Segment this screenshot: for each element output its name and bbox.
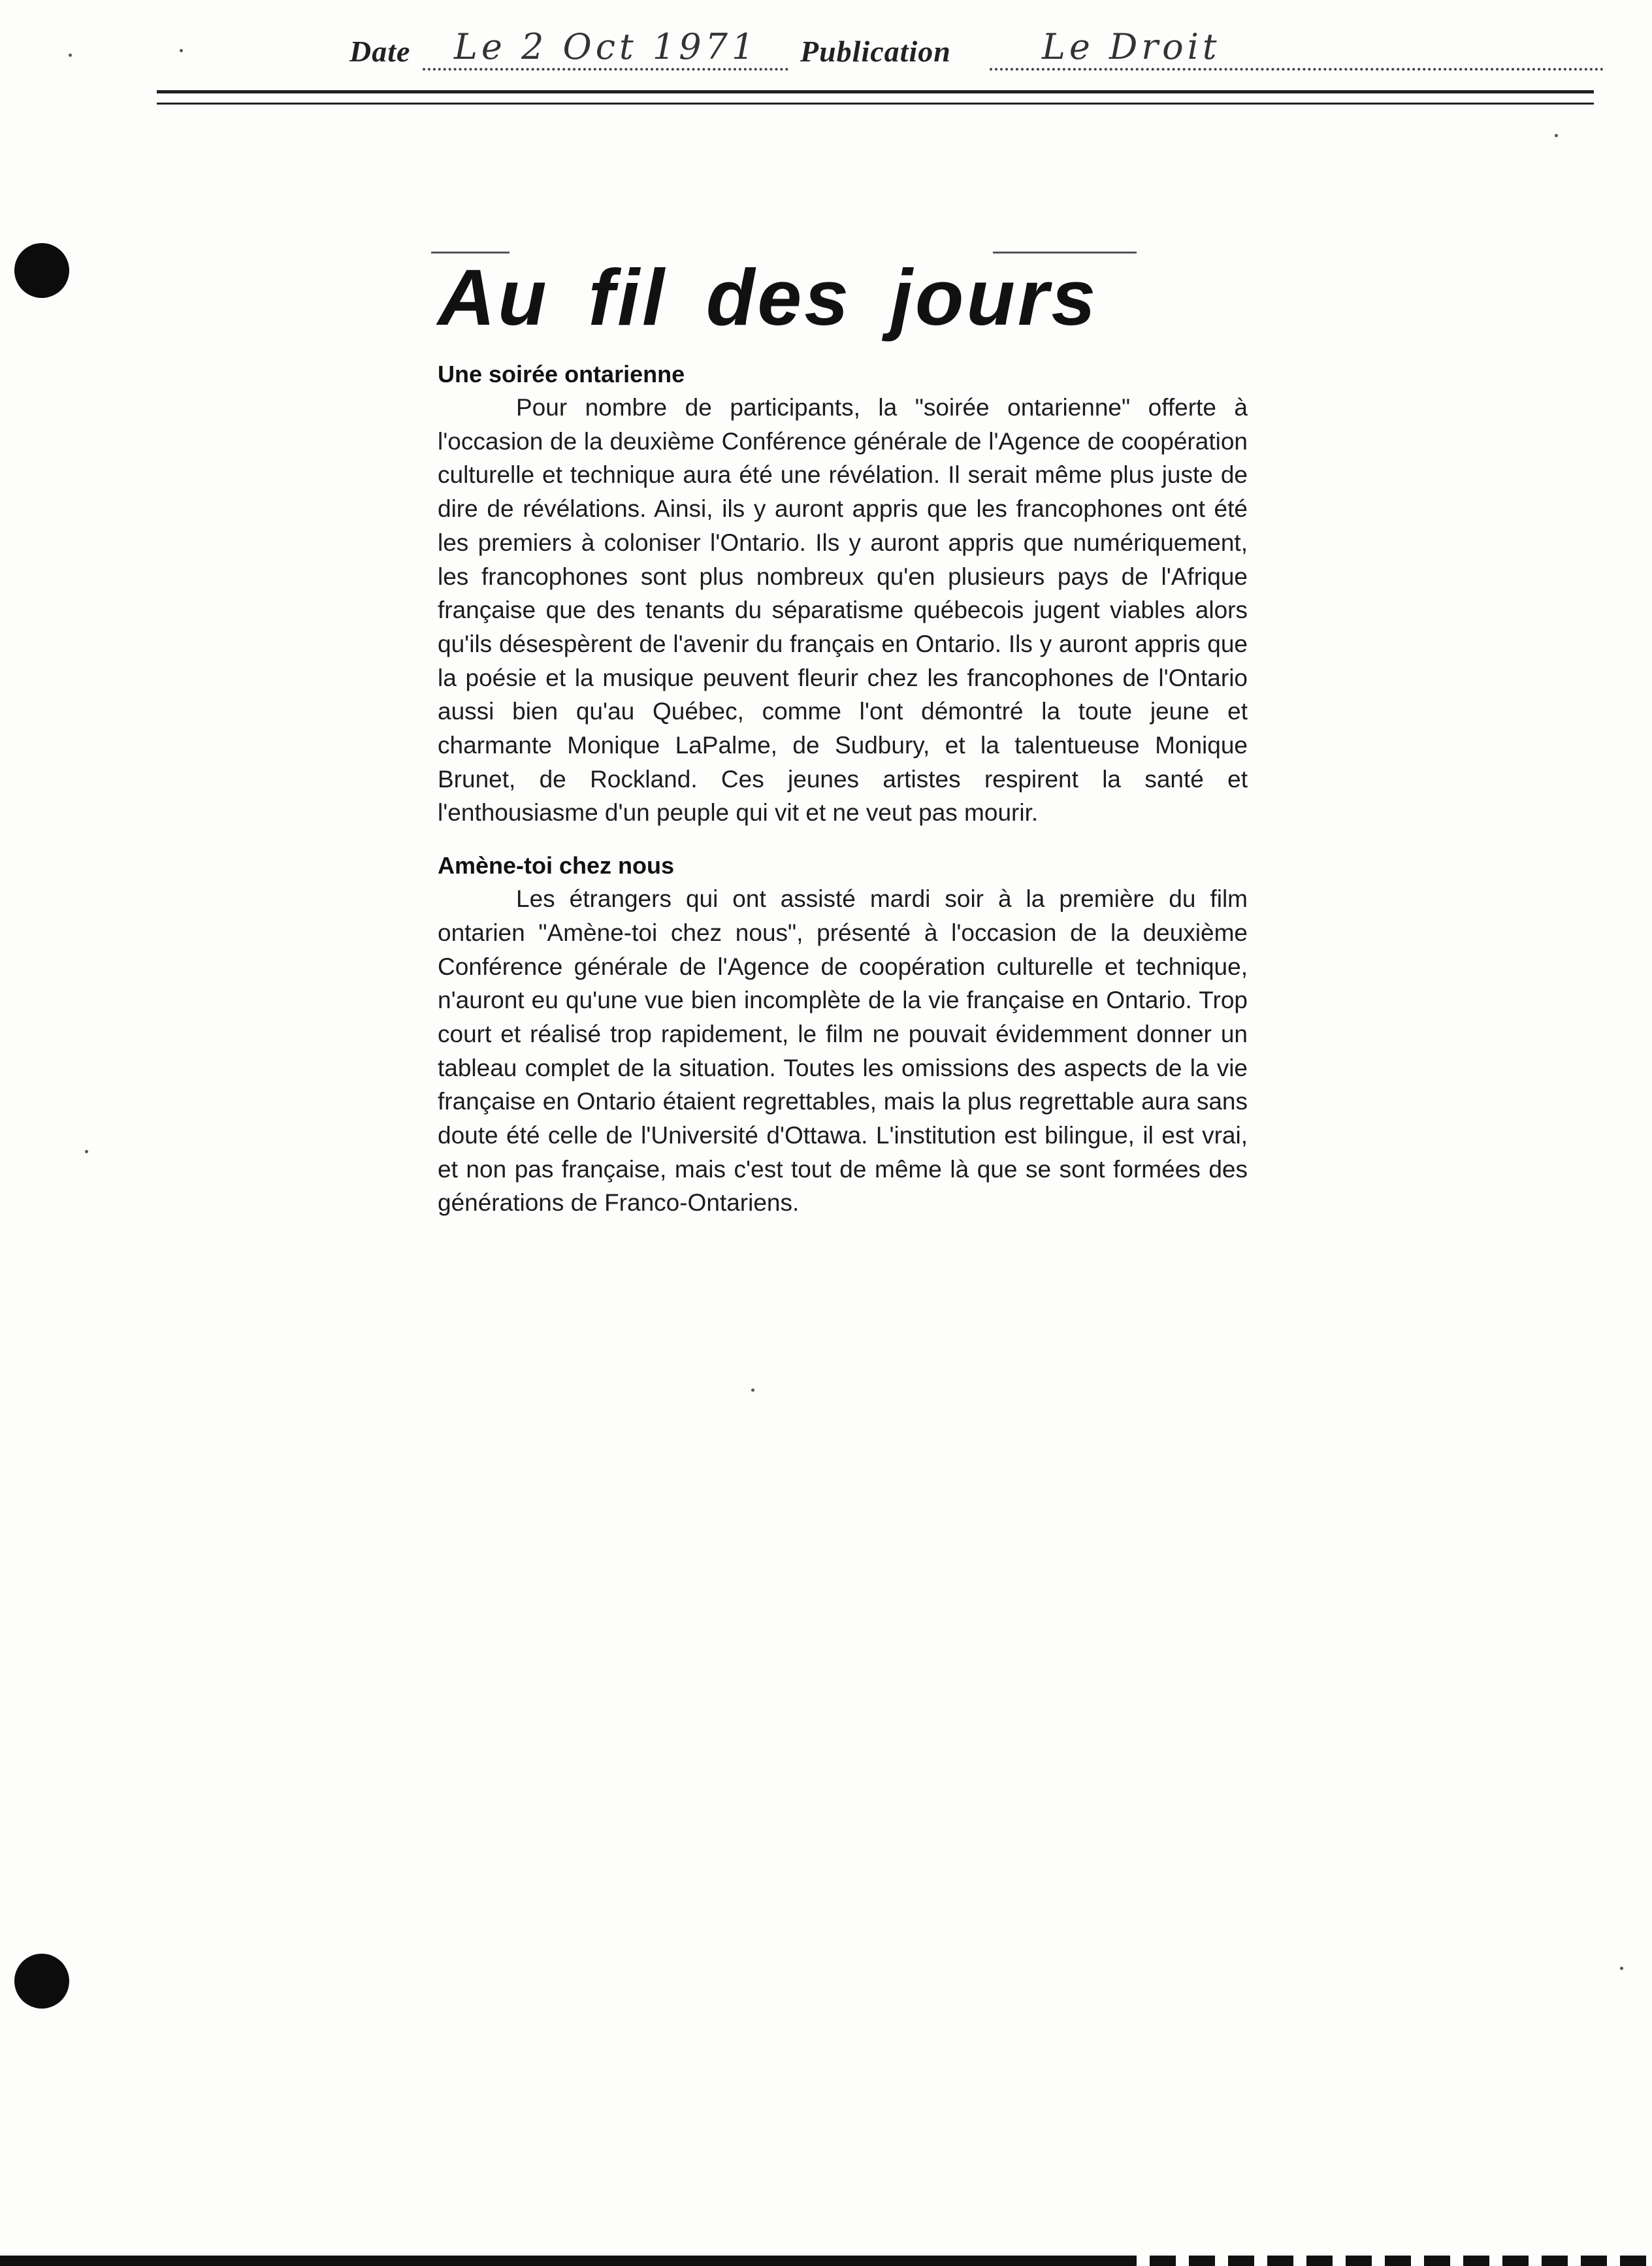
section-heading-soiree: Une soirée ontarienne — [438, 361, 685, 387]
section-text-soiree: Pour nombre de participants, la "soirée ontarienne" offerte à l'occasion de la deuxième Conférence générale de l'Agence de coopération culturelle et technique aura été une révélation. Il serait même plus juste de dire de révélations. Ainsi, ils y auront appris que les francophones ont été les premiers à coloniser l'Ontario. Ils y auront appris que numériquement, les francophones sont plus nombreux qu'en plusieurs pays de l'Afrique française que des tenants du séparatisme québecois jugent viables alors qu'ils désespèrent de l'avenir du français en Ontario. Ils y auront appris que la poésie et la musique peuvent fleurir chez les francophones de l'Ontario aussi bien qu'au Québec, comme l'ont démontré la toute jeune et charmante Monique LaPalme, de Sudbury, et la talentueuse Monique Brunet, de Rockland. Ces jeunes artistes respirent la santé et l'enthousiasme d'un peuple qui vit et ne veut pas mourir. — [438, 394, 1248, 827]
scan-speck — [751, 1388, 754, 1392]
publication-handwritten-value: Le Droit — [1042, 26, 1221, 67]
scan-speck — [1620, 1967, 1623, 1970]
clipping-header — [349, 26, 1591, 78]
date-handwritten-value: Le 2 Oct 1971 — [454, 26, 758, 67]
publication-label: Publication — [800, 35, 951, 68]
punch-hole-bottom — [14, 1954, 69, 2009]
section-text-amene-toi: Les étrangers qui ont assisté mardi soir à la première du film ontarien "Amène-toi chez nous", présenté à l'occasion de la deuxième Conférence générale de l'Agence de coopération culturelle et technique, n'auront eu qu'une vue bien incomplète de la vie française en Ontario. Trop court et réalisé trop rapidement, le film ne pouvait évidemment donner un tableau complet de la situation. Toutes les omissions des aspects de la vie française en Ontario étaient regrettables, mais la plus regrettable aura sans doute été celle de l'Université d'Ottawa. L'institution est bilingue, il est vrai, et non pas française, mais c'est tout de même là que se sont formées des générations de Franco-Ontariens. — [438, 885, 1248, 1217]
scan-bottom-edge-gaps — [1110, 2256, 1652, 2266]
scan-speck — [180, 49, 183, 52]
punch-hole-top — [14, 243, 69, 298]
header-double-rule — [157, 90, 1594, 105]
section-heading-amene-toi: Amène-toi chez nous — [438, 852, 675, 879]
date-dotted-line — [423, 68, 788, 71]
scan-speck — [69, 54, 72, 57]
scan-speck — [1555, 134, 1558, 137]
article-body — [438, 358, 1248, 1220]
publication-dotted-line — [990, 68, 1604, 71]
date-label: Date — [349, 35, 411, 68]
article-headline: Au fil des jours — [438, 253, 1099, 342]
scan-speck — [85, 1150, 88, 1153]
